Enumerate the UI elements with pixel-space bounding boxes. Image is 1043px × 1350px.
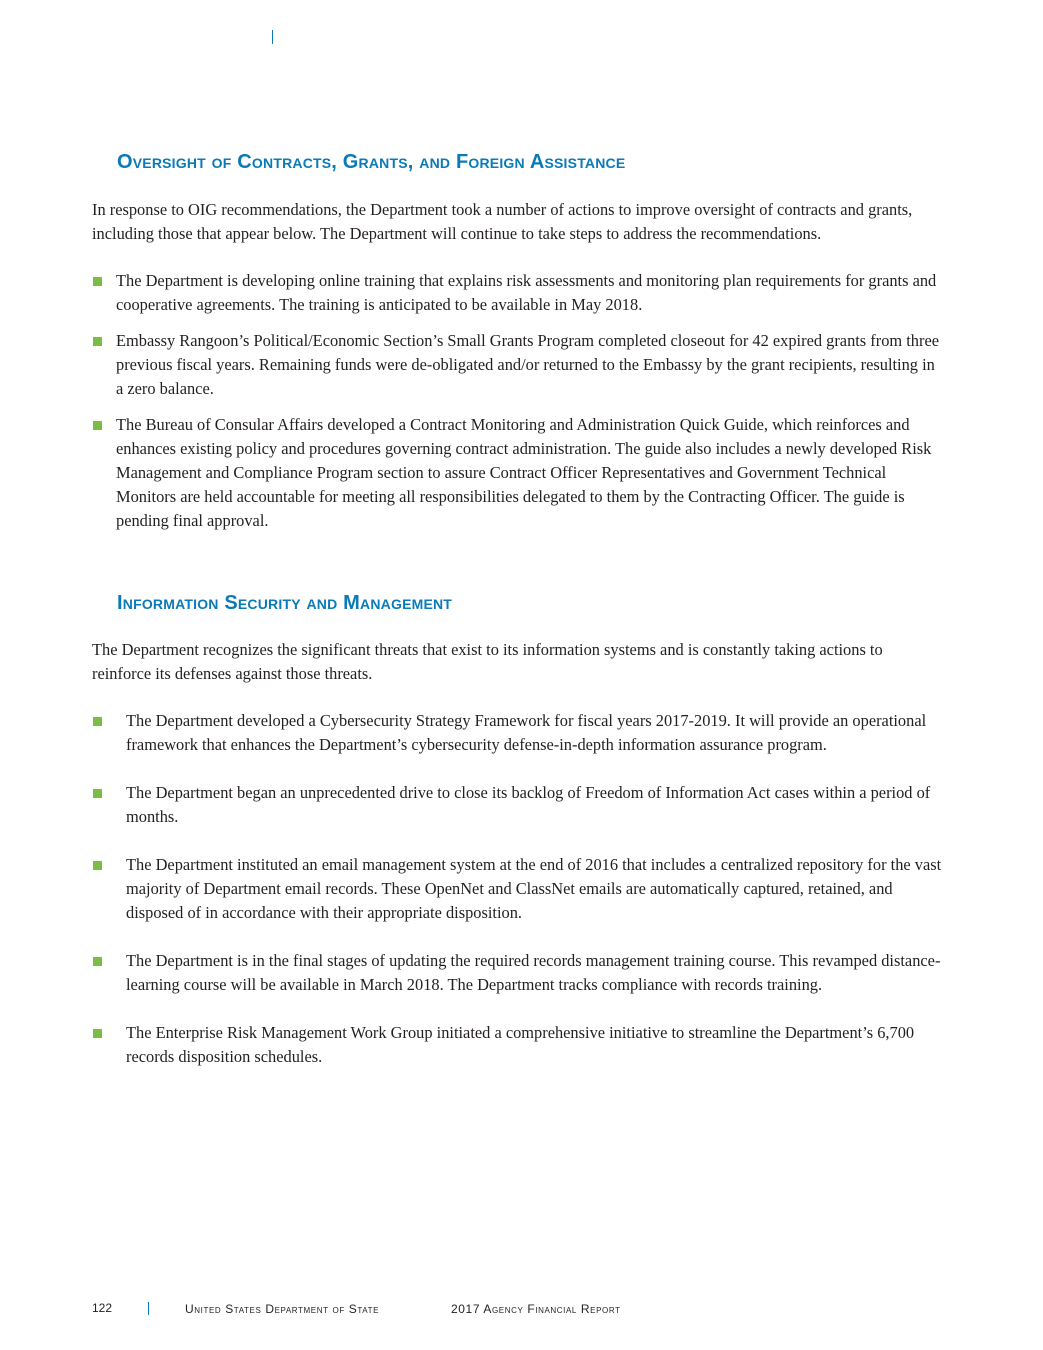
list-item	[92, 709, 942, 757]
section-title-information-security: Information Security and Management	[117, 592, 453, 614]
list-item	[92, 781, 942, 829]
header-divider	[272, 30, 273, 44]
square-bullet-icon	[93, 421, 102, 430]
square-bullet-icon	[93, 789, 102, 798]
list-item-text: The Enterprise Risk Management Work Group initiated a comprehensive initiative to streamline the Department’s 6,700 records disposition schedules.	[126, 1023, 915, 1066]
list-item	[92, 1021, 942, 1069]
list-item-text: The Department is in the final stages of updating the required records management training course. This revamped distance-learning course will be available in March 2018. The Department tracks compliance with records training.	[126, 951, 941, 994]
list-item	[92, 853, 942, 925]
section-intro-oversight: In response to OIG recommendations, the Department took a number of actions to improve oversight of contracts and grants, including those that appear below. The Department will continue to take steps to address the recommendations.	[92, 200, 913, 243]
list-item-text: The Bureau of Consular Affairs developed a Contract Monitoring and Administration Quick Guide, which reinforces and enhances existing policy and procedures governing contract administration. The guide also includes a newly developed Risk Management and Compliance Program section to assure Contract Officer Representatives and Government Technical Monitors are held accountable for meeting all responsibilities delegated to them by the Contracting Officer. The guide is pending final approval.	[116, 415, 932, 530]
section-intro-information-security: The Department recognizes the significant threats that exist to its information systems and is constantly taking actions to reinforce its defenses against those threats.	[92, 640, 883, 683]
footer-organization: United States Department of State	[185, 1302, 380, 1316]
list-item-text: The Department is developing online training that explains risk assessments and monitoring plan requirements for grants and cooperative agreements. The training is anticipated to be available in May 2018.	[116, 271, 937, 314]
square-bullet-icon	[93, 1029, 102, 1038]
list-item	[92, 949, 942, 997]
page-number: 122	[92, 1301, 113, 1315]
list-item-text: The Department began an unprecedented drive to close its backlog of Freedom of Information Act cases within a period of months.	[126, 783, 931, 826]
square-bullet-icon	[93, 337, 102, 346]
bullet-list-information-security	[92, 709, 942, 1093]
square-bullet-icon	[93, 717, 102, 726]
list-item	[92, 413, 942, 533]
square-bullet-icon	[93, 277, 102, 286]
page-footer	[0, 1301, 1043, 1317]
bullet-list-oversight	[92, 269, 942, 545]
square-bullet-icon	[93, 861, 102, 870]
footer-report-title: 2017 Agency Financial Report	[451, 1302, 621, 1316]
list-item-text: The Department developed a Cybersecurity Strategy Framework for fiscal years 2017-2019. It will provide an operational framework that enhances the Department’s cybersecurity defense-in-depth information assurance program.	[126, 711, 927, 754]
list-item	[92, 269, 942, 317]
list-item-text: The Department instituted an email management system at the end of 2016 that includes a centralized repository for the vast majority of Department email records. These OpenNet and ClassNet emails are automatically captured, retained, and disposed of in accordance with their appropriate disposition.	[126, 855, 942, 922]
square-bullet-icon	[93, 957, 102, 966]
section-title-oversight: Oversight of Contracts, Grants, and Foreign Assistance	[117, 151, 626, 173]
list-item	[92, 329, 942, 401]
footer-divider	[148, 1302, 149, 1315]
list-item-text: Embassy Rangoon’s Political/Economic Section’s Small Grants Program completed closeout for 42 expired grants from three previous fiscal years. Remaining funds were de-obligated and/or returned to the Embassy by the grant recipients, resulting in a zero balance.	[116, 331, 940, 398]
